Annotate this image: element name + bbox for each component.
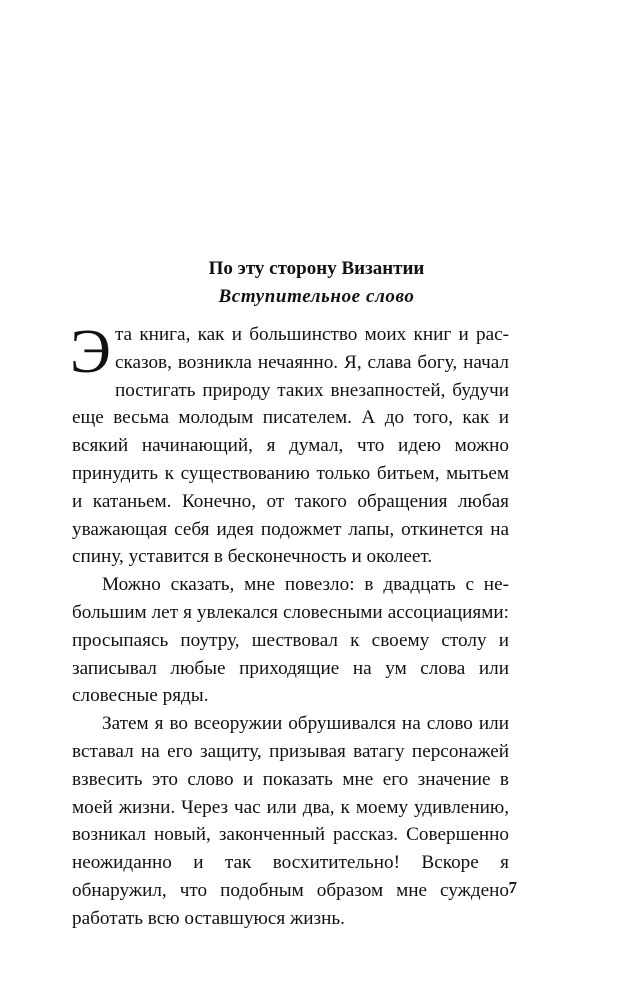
- paragraph-1-text: та книга, как и большинство моих книг и рассказов, возникла нечаянно. Я, слава богу, начал постигать природу таких внезапностей, будучи еще весьма молодым писателем. А до того, как и всякий начинающий, я думал, что идею можно принудить к существованию только битьем, мытьем и катаньем. Конечно, от такого обращения любая уважающая себя идея подожмет лапы, откинется на спину, уставится в бесконечность и околеет.: [72, 324, 509, 568]
- chapter-subtitle: Вступительное слово: [218, 286, 415, 307]
- paragraph-1: [70, 318, 509, 571]
- drop-cap: Э: [70, 318, 111, 386]
- body-text: [70, 318, 509, 933]
- chapter-title: По эту сторону Византии: [208, 258, 425, 279]
- paragraph-2: Можно сказать, мне повезло: в двадцать с небольшим лет я увлекался словесными ассоциациями: просыпаясь поутру, шествовал к своему столу и записывал любые приходящие на ум слова или словесные ряды.: [72, 574, 509, 707]
- paragraph-3: Затем я во всеоружии обрушивался на слово или вставал на его защиту, призывая ватагу персонажей взвесить это слово и показать мне его значение в моей жизни. Через час или два, к моему удивлению, возникал новый, законченный рассказ. Совершенно неожиданно и так восхитительно! Вскоре я обнаружил, что подобным образом мне суждено работать всю оставшуюся жизнь.: [72, 713, 509, 929]
- page-number: 7: [508, 878, 517, 897]
